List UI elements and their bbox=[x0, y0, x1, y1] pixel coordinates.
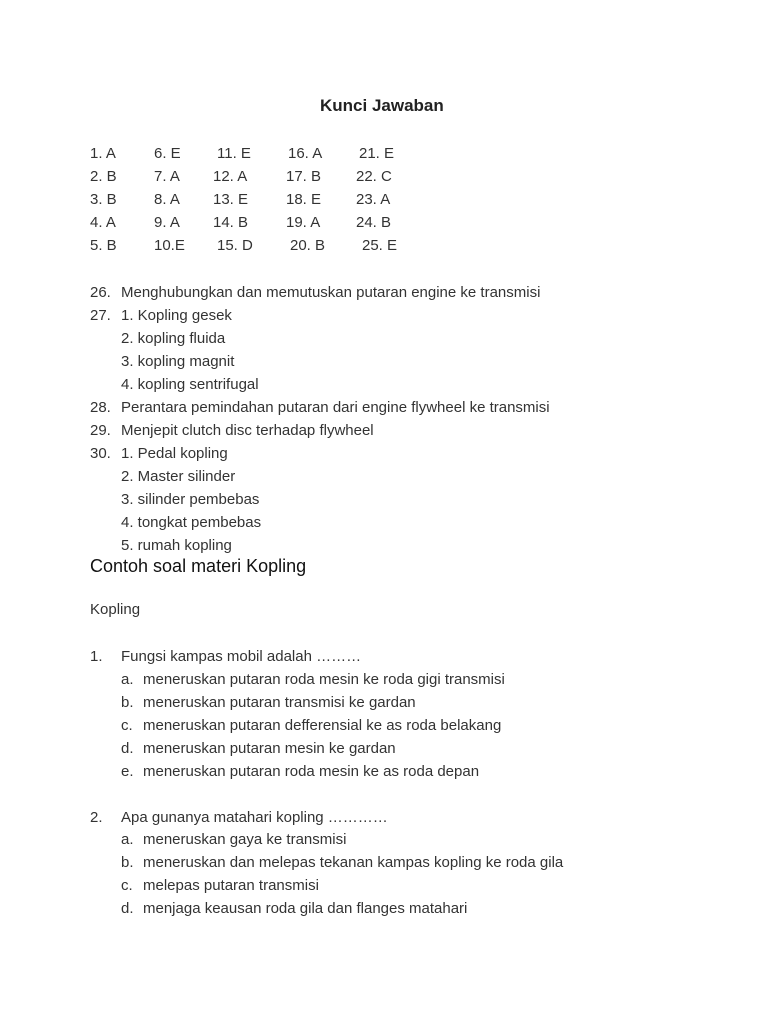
essay-answer-text: Menjepit clutch disc terhadap flywheel bbox=[121, 422, 374, 439]
essay-answer-text: Menghubungkan dan memutuskan putaran engine ke transmisi bbox=[121, 284, 541, 301]
essay-number: 29. bbox=[90, 422, 111, 439]
option-letter: b. bbox=[121, 694, 134, 711]
answer-item: 10.E bbox=[154, 237, 185, 254]
answer-item: 1. A bbox=[90, 145, 116, 162]
answer-item: 24. B bbox=[356, 214, 392, 231]
answer-item: 20. B bbox=[290, 237, 326, 254]
option-letter: b. bbox=[121, 854, 134, 871]
answer-item: 16. A bbox=[288, 145, 323, 162]
answer-item: 21. E bbox=[359, 145, 395, 162]
answer-item: 3. B bbox=[90, 191, 117, 208]
question-number: 1. bbox=[90, 648, 103, 665]
option-text: melepas putaran transmisi bbox=[143, 877, 319, 894]
answer-item: 23. A bbox=[356, 191, 391, 208]
answer-item: 11. E bbox=[217, 145, 251, 162]
option-text: menjaga keausan roda gila dan flanges matahari bbox=[143, 900, 468, 917]
answer-item: 19. A bbox=[286, 214, 321, 231]
option-text: meneruskan putaran mesin ke gardan bbox=[143, 740, 396, 757]
essay-answer-text: Perantara pemindahan putaran dari engine flywheel ke transmisi bbox=[121, 399, 550, 416]
option-text: meneruskan putaran roda mesin ke roda gigi transmisi bbox=[143, 671, 505, 688]
answer-item: 7. A bbox=[154, 168, 180, 185]
option-letter: c. bbox=[121, 717, 133, 734]
answer-key-title: Kunci Jawaban bbox=[320, 96, 444, 115]
option-letter: e. bbox=[121, 763, 134, 780]
answer-item: 12. A bbox=[213, 168, 248, 185]
essay-number: 27. bbox=[90, 307, 111, 324]
answer-item: 14. B bbox=[213, 214, 249, 231]
answer-item: 2. B bbox=[90, 168, 117, 185]
question-text: Apa gunanya matahari kopling ………… bbox=[121, 809, 388, 826]
answer-item: 22. C bbox=[356, 168, 392, 185]
answer-item: 15. D bbox=[217, 237, 253, 254]
essay-list-item: 2. kopling fluida bbox=[121, 330, 226, 347]
option-text: meneruskan dan melepas tekanan kampas kopling ke roda gila bbox=[143, 854, 564, 871]
section-subheading: Kopling bbox=[90, 601, 141, 618]
option-letter: d. bbox=[121, 740, 134, 757]
option-text: meneruskan gaya ke transmisi bbox=[143, 831, 347, 848]
essay-number: 30. bbox=[90, 445, 111, 462]
option-letter: a. bbox=[121, 831, 134, 848]
option-text: meneruskan putaran roda mesin ke as roda depan bbox=[143, 763, 480, 780]
essay-list-item: 1. Pedal kopling bbox=[121, 445, 228, 462]
option-text: meneruskan putaran transmisi ke gardan bbox=[143, 694, 416, 711]
answer-item: 9. A bbox=[154, 214, 180, 231]
answer-item: 17. B bbox=[286, 168, 322, 185]
essay-number: 28. bbox=[90, 399, 111, 416]
essay-list-item: 1. Kopling gesek bbox=[121, 307, 232, 324]
essay-number: 26. bbox=[90, 284, 111, 301]
essay-list-item: 2. Master silinder bbox=[121, 468, 236, 485]
answer-item: 8. A bbox=[154, 191, 180, 208]
essay-list-item: 4. kopling sentrifugal bbox=[121, 376, 259, 393]
answer-item: 4. A bbox=[90, 214, 116, 231]
answer-item: 5. B bbox=[90, 237, 117, 254]
option-letter: d. bbox=[121, 900, 134, 917]
answer-item: 25. E bbox=[362, 237, 398, 254]
essay-list-item: 3. kopling magnit bbox=[121, 353, 235, 370]
question-text: Fungsi kampas mobil adalah ……… bbox=[121, 648, 362, 665]
option-letter: a. bbox=[121, 671, 134, 688]
answer-item: 13. E bbox=[213, 191, 249, 208]
answer-item: 18. E bbox=[286, 191, 322, 208]
option-letter: c. bbox=[121, 877, 133, 894]
section-heading: Contoh soal materi Kopling bbox=[90, 556, 307, 576]
answer-item: 6. E bbox=[154, 145, 181, 162]
option-text: meneruskan putaran defferensial ke as roda belakang bbox=[143, 717, 502, 734]
essay-list-item: 4. tongkat pembebas bbox=[121, 514, 262, 531]
essay-list-item: 5. rumah kopling bbox=[121, 537, 232, 554]
question-number: 2. bbox=[90, 809, 103, 826]
essay-list-item: 3. silinder pembebas bbox=[121, 491, 260, 508]
